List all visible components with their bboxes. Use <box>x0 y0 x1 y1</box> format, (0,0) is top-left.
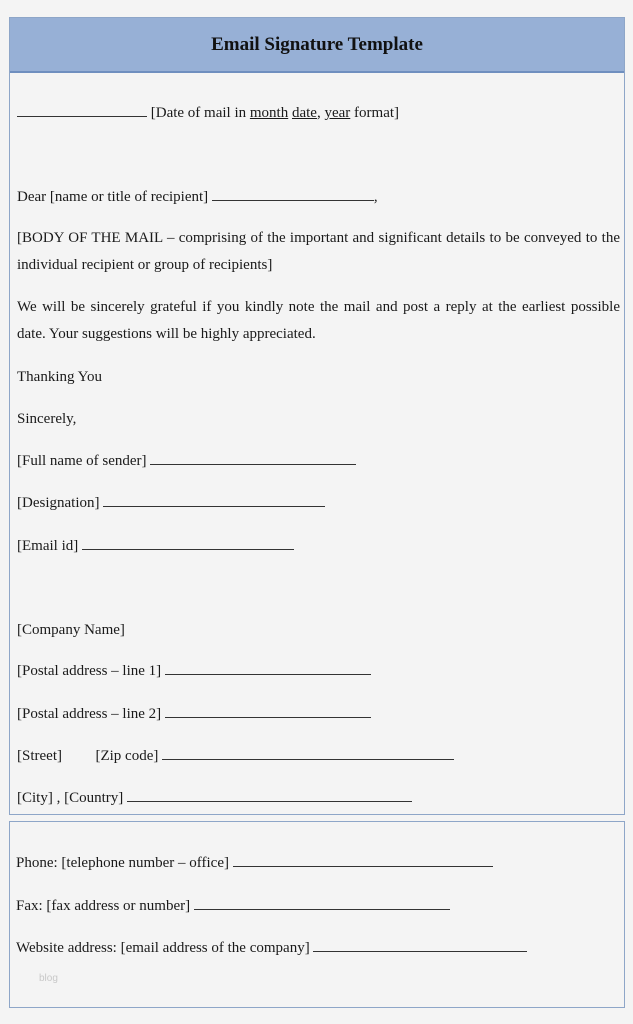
city-country-line <box>17 789 412 807</box>
letter-frame <box>9 17 625 815</box>
postal2-line <box>17 705 371 723</box>
designation-label: [Designation] <box>17 495 100 511</box>
date-month: month <box>249 105 289 121</box>
date-date: date <box>291 105 317 121</box>
date-year: year <box>324 105 351 121</box>
website-line <box>16 939 527 957</box>
zip-label: [Zip code] <box>95 748 159 764</box>
date-line <box>17 104 399 122</box>
date-prefix: [Date of mail in <box>150 105 250 121</box>
full-name-label: [Full name of sender] <box>17 453 147 469</box>
city-country-label: [City] , [Country] <box>17 790 124 806</box>
phone-line <box>16 854 493 872</box>
sincerely-line: Sincerely, <box>17 411 77 427</box>
postal2-blank <box>165 705 371 718</box>
page-title: Email Signature Template <box>211 33 423 55</box>
salutation-comma: , <box>373 189 378 205</box>
postal1-line <box>17 662 371 680</box>
date-sp2: , <box>316 105 325 121</box>
date-suffix: format] <box>350 105 400 121</box>
company-name-line: [Company Name] <box>17 622 125 638</box>
fax-line <box>16 897 450 915</box>
email-id-label: [Email id] <box>17 538 79 554</box>
phone-label: Phone: [telephone number – office] <box>16 855 229 871</box>
website-blank <box>313 939 527 952</box>
street-zip-line <box>17 747 454 765</box>
full-name-blank <box>150 452 356 465</box>
website-label: Website address: [email address of the company] <box>16 940 310 956</box>
street-label: [Street] <box>17 748 62 764</box>
postal2-label: [Postal address – line 2] <box>17 706 162 722</box>
fax-label: Fax: [fax address or number] <box>16 898 191 914</box>
date-blank <box>17 104 147 117</box>
postal1-label: [Postal address – line 1] <box>17 663 162 679</box>
email-id-blank <box>82 537 294 550</box>
grateful-paragraph: We will be sincerely grateful if you kindly note the mail and post a reply at the earliest possible date. Your suggestions will be highly appreciated. <box>17 299 620 342</box>
email-id-line <box>17 537 294 555</box>
watermark-text: blog <box>39 973 58 984</box>
title-bar <box>10 18 624 73</box>
designation-blank <box>103 494 325 507</box>
salutation-text: Dear [name or title of recipient] <box>17 189 209 205</box>
designation-line <box>17 494 325 512</box>
street-zip-blank <box>162 747 454 760</box>
city-country-blank <box>127 789 412 802</box>
full-name-line <box>17 452 356 470</box>
recipient-blank <box>212 188 374 201</box>
salutation-line <box>17 188 378 206</box>
fax-blank <box>194 897 450 910</box>
thanking-line: Thanking You <box>17 369 103 385</box>
phone-blank <box>233 854 493 867</box>
body-paragraph: [BODY OF THE MAIL – comprising of the important and significant details to be conveyed to the individual recipient or group of recipients] <box>17 230 620 273</box>
postal1-blank <box>165 662 371 675</box>
